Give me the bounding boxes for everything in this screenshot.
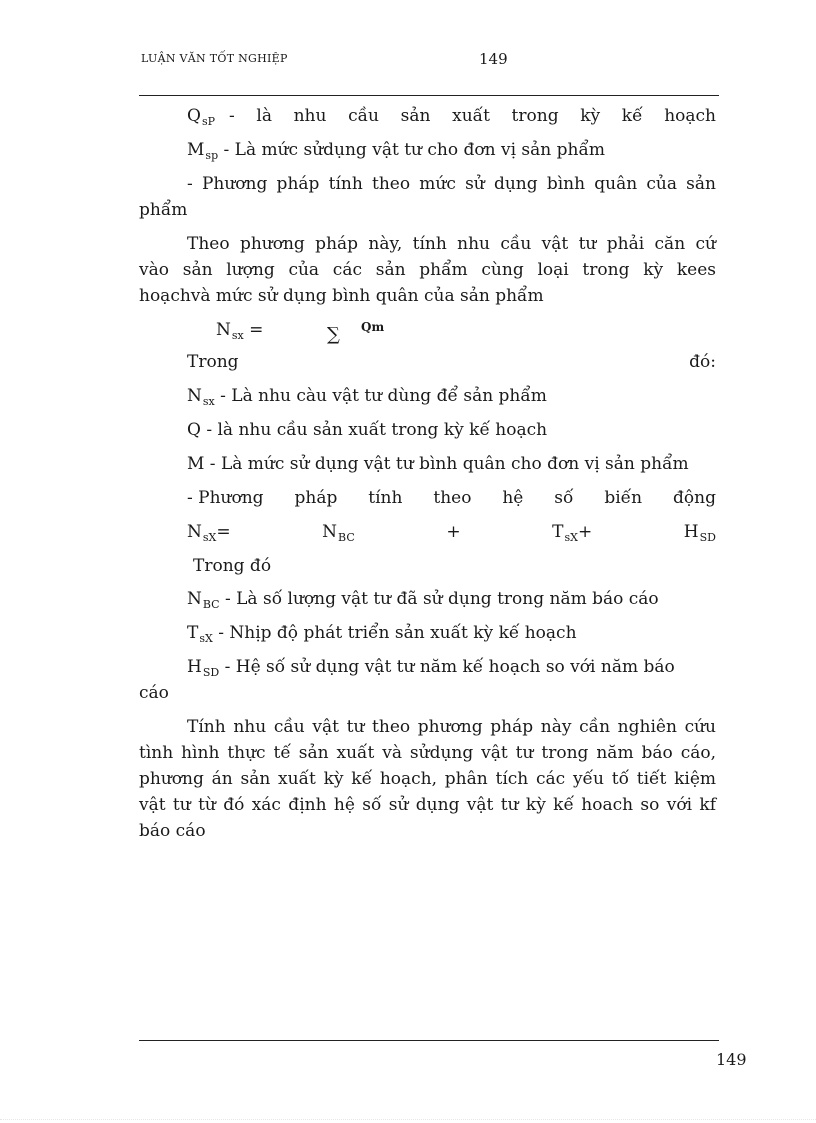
definition-q: Q - là nhu cầu sản xuất trong kỳ kế hoạch — [187, 420, 548, 440]
definition-msp: $M_{sp}$ - Là mức sửdụng vật tư cho đơn vị sản phẩm — [187, 140, 605, 162]
formula2-nbc: $N_{BC}$ — [322, 522, 355, 544]
paragraph1-line3: hoạchvà mức sử dụng bình quân của sản phẩm — [139, 286, 544, 306]
method2-heading: - Phương pháp tính theo hệ số biến động — [187, 488, 716, 508]
formula-term-qm: Qm — [361, 320, 385, 334]
method-heading-line1: - Phương pháp tính theo mức sử dụng bình quân của sản — [187, 174, 716, 194]
definition-nbc: $N_{BC}$ - Là số lượng vật tư đã sử dụng trong năm báo cáo — [187, 589, 659, 611]
paragraph1-line1: Theo phương pháp này, tính nhu cầu vật tư phải căn cứ — [187, 234, 716, 254]
bottom-edge-divider — [0, 1119, 816, 1120]
formula2-tsx: $T_{sX}+$ — [552, 522, 593, 544]
header-page-number: 149 — [479, 50, 508, 68]
method-heading-line2: phẩm — [139, 200, 188, 220]
formula2-nsx: $N_{sX}=$ — [187, 522, 231, 544]
footer-page-number: 149 — [716, 1050, 747, 1069]
definition-hsd-cont: cáo — [139, 683, 169, 703]
definition-hsd: $H_{SD}$ - Hệ số sử dụng vật tư năm kế hoạch so với năm báo — [187, 657, 675, 679]
definition-m: M - Là mức sử dụng vật tư bình quân cho đơn vị sản phẩm — [187, 454, 689, 474]
trong-do-2: Trong đó — [193, 556, 272, 576]
formula2-hsd: $H_{SD}$ — [683, 522, 716, 544]
running-header-title: LUẬN VĂN TỐT NGHIỆP — [141, 52, 288, 65]
paragraph2-line4: vật tư từ đó xác định hệ số sử dụng vật tư kỳ kế hoach so với kf — [139, 795, 716, 815]
formula2-line — [187, 522, 716, 544]
qsp-text: - là nhu cầu sản xuất trong kỳ kế hoạch — [228, 106, 716, 126]
paragraph1-line2: vào sản lượng của các sản phẩm cùng loại trong kỳ kees — [139, 260, 716, 280]
definition-qsp — [187, 106, 716, 128]
formula2-plus: + — [446, 522, 461, 542]
definition-tsx: $T_{sX}$ - Nhịp độ phát triển sản xuất kỳ kế hoạch — [187, 623, 577, 645]
paragraph2-line1: Tính nhu cầu vật tư theo phương pháp này cần nghiên cứu — [187, 717, 716, 737]
definition-nsx: $N_{sx}$ - Là nhu càu vật tư dùng để sản phẩm — [187, 386, 547, 408]
paragraph2-line3: phương án sản xuất kỳ kế hoạch, phân tích các yếu tố tiết kiệm — [139, 769, 716, 789]
footer-rule — [139, 1040, 719, 1041]
sigma-symbol: ∑ — [327, 324, 340, 345]
formula-nsx: $N_{sx}$ = — [216, 320, 264, 342]
paragraph2-line5: báo cáo — [139, 821, 206, 841]
trong-do-line: Trong đó: — [187, 352, 716, 372]
header-rule — [139, 95, 719, 96]
paragraph2-line2: tình hình thực tế sản xuất và sửdụng vật tư trong năm báo cáo, — [139, 743, 716, 763]
symbol-q: $Q_{sP}$ — [187, 106, 215, 128]
